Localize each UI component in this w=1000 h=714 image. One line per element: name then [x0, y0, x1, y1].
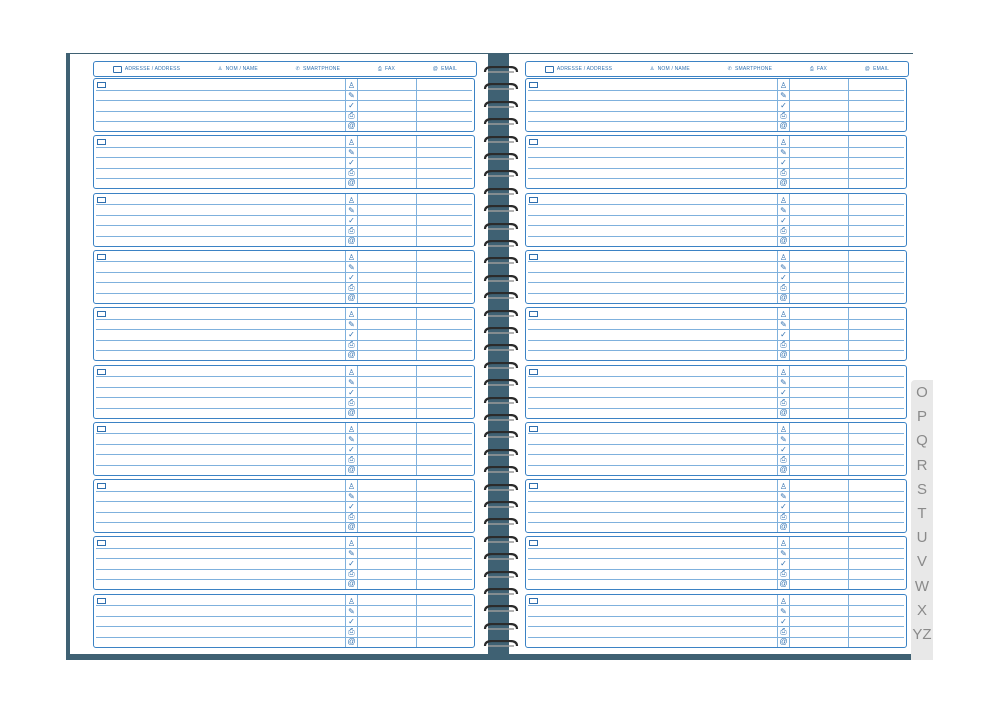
fax-icon: ⎙: [348, 111, 355, 120]
fax-icon: ⎙: [348, 397, 355, 407]
column-divider: [848, 79, 849, 131]
at-icon: @: [864, 66, 871, 72]
entry-icon-column: [778, 597, 789, 647]
contact-entry: [93, 479, 475, 533]
header-email: @ EMAIL: [864, 66, 890, 72]
spiral-coil: [482, 153, 520, 162]
pen-icon: ✎: [780, 262, 787, 272]
envelope-icon: [97, 254, 106, 260]
check-icon: ✓: [348, 502, 355, 512]
envelope-icon: [529, 483, 538, 489]
check-icon: ✓: [780, 444, 787, 454]
column-divider: [416, 366, 417, 418]
pen-icon: ✎: [348, 434, 355, 444]
at-icon: @: [347, 121, 356, 130]
spiral-coil: [482, 310, 520, 319]
left-page-header: [93, 61, 477, 77]
person-icon: ♙: [649, 66, 655, 72]
contact-entry: [525, 307, 907, 361]
spiral-coil: [482, 188, 520, 197]
spiral-coil: [482, 379, 520, 388]
fax-icon: ⎙: [348, 168, 355, 178]
spiral-coil: [482, 501, 520, 510]
spiral-coil: [482, 466, 520, 475]
person-icon: ♙: [779, 310, 788, 320]
column-divider: [789, 136, 790, 188]
contact-entry: [93, 250, 475, 304]
spiral-coil: [482, 518, 520, 527]
column-divider: [357, 251, 358, 303]
at-icon: @: [779, 464, 788, 474]
at-icon: @: [347, 522, 356, 532]
fax-icon: ⎙: [780, 397, 787, 407]
column-divider: [357, 308, 358, 360]
entry-icon-column: [346, 310, 357, 360]
entry-icon-column: [778, 138, 789, 188]
spiral-coil: [482, 83, 520, 92]
column-divider: [789, 595, 790, 647]
entry-icon-column: [346, 196, 357, 246]
check-icon: ✓: [780, 387, 787, 397]
column-divider: [357, 480, 358, 532]
pen-icon: ✎: [780, 205, 787, 215]
pen-icon: ✎: [348, 492, 355, 502]
person-icon: ♙: [347, 310, 356, 320]
fax-icon: ⎙: [809, 66, 815, 72]
person-icon: ♙: [779, 367, 788, 377]
check-icon: ✓: [780, 272, 787, 282]
contact-entry: [525, 536, 907, 590]
pen-icon: ✎: [348, 377, 355, 387]
check-icon: ✓: [780, 158, 787, 168]
pen-icon: ✎: [348, 262, 355, 272]
person-icon: ♙: [347, 367, 356, 377]
column-divider: [357, 595, 358, 647]
entry-icon-column: [346, 253, 357, 303]
pen-icon: ✎: [780, 377, 787, 387]
at-icon: @: [779, 178, 788, 188]
tab-letter-v[interactable]: V: [916, 553, 927, 571]
envelope-icon: [97, 197, 106, 203]
envelope-icon: [97, 139, 106, 145]
column-divider: [848, 308, 849, 360]
spiral-coil: [482, 484, 520, 493]
header-address: ADRESSE / ADDRESS: [545, 66, 612, 73]
spiral-coil: [482, 414, 520, 423]
entry-icon-column: [346, 368, 357, 418]
pen-icon: ✎: [780, 492, 787, 502]
person-icon: ♙: [347, 482, 356, 492]
pen-icon: ✎: [348, 205, 355, 215]
person-icon: ♙: [779, 596, 788, 606]
phone-icon: ✆: [727, 66, 732, 72]
tab-letter-t[interactable]: T: [917, 505, 927, 522]
pen-icon: ✎: [780, 606, 787, 616]
spiral-coil: [482, 571, 520, 580]
entry-icon-column: [346, 539, 357, 589]
envelope-icon: [97, 311, 106, 317]
pen-icon: ✎: [348, 606, 355, 616]
pen-icon: ✎: [348, 549, 355, 559]
check-icon: ✓: [348, 215, 355, 225]
column-divider: [789, 308, 790, 360]
header-email: @ EMAIL: [432, 66, 458, 72]
fax-icon: ⎙: [780, 282, 787, 292]
fax-icon: ⎙: [780, 626, 787, 636]
column-divider: [789, 537, 790, 589]
spiral-coil: [482, 362, 520, 371]
fax-icon: ⎙: [780, 512, 787, 522]
entry-icon-column: [778, 482, 789, 532]
spiral-coil: [482, 292, 520, 301]
tab-letter-yz[interactable]: YZ: [912, 626, 932, 643]
contact-entry: [525, 365, 907, 419]
contact-entry: [93, 193, 475, 247]
fax-icon: ⎙: [348, 626, 355, 636]
at-icon: @: [779, 350, 788, 360]
entry-icon-column: [346, 138, 357, 188]
phone-icon: ✆: [295, 66, 300, 72]
contact-entry: [525, 422, 907, 476]
envelope-icon: [97, 598, 106, 604]
check-icon: ✓: [780, 559, 787, 569]
fax-icon: ⎙: [780, 225, 787, 235]
pen-icon: ✎: [780, 549, 787, 559]
pen-icon: ✎: [348, 320, 355, 330]
column-divider: [416, 136, 417, 188]
spiral-coil: [482, 397, 520, 406]
person-icon: ♙: [347, 424, 356, 434]
right-page-header: [525, 61, 909, 77]
entry-icon-column: [778, 81, 789, 131]
spiral-coil: [482, 553, 520, 562]
entry-icon-column: [346, 81, 357, 131]
envelope-icon: [97, 483, 106, 489]
check-icon: ✓: [780, 502, 787, 512]
entry-icon-column: [778, 425, 789, 475]
column-divider: [789, 480, 790, 532]
contact-entry: [525, 594, 907, 648]
at-icon: @: [347, 235, 356, 245]
spiral-coil: [482, 223, 520, 232]
spiral-coil: [482, 623, 520, 632]
at-icon: @: [347, 579, 356, 589]
fax-icon: ⎙: [348, 282, 355, 292]
envelope-icon: [97, 540, 106, 546]
envelope-icon: [529, 82, 538, 88]
spiral-coil: [482, 240, 520, 249]
at-icon: @: [347, 178, 356, 188]
envelope-icon: [529, 254, 538, 260]
check-icon: ✓: [780, 330, 787, 340]
column-divider: [416, 423, 417, 475]
spiral-coil: [482, 588, 520, 597]
person-icon: ♙: [779, 539, 788, 549]
person-icon: ♙: [779, 138, 788, 148]
at-icon: @: [779, 235, 788, 245]
at-icon: @: [779, 121, 788, 130]
spiral-coil: [482, 275, 520, 284]
column-divider: [848, 537, 849, 589]
fax-icon: ⎙: [780, 340, 787, 350]
person-icon: ♙: [347, 138, 356, 148]
spiral-coil: [482, 101, 520, 110]
fax-icon: ⎙: [348, 569, 355, 579]
contact-entry: [525, 479, 907, 533]
fax-icon: ⎙: [348, 340, 355, 350]
check-icon: ✓: [348, 444, 355, 454]
spiral-coil: [482, 170, 520, 179]
person-icon: ♙: [217, 66, 223, 72]
header-fax: ⎙ FAX: [377, 66, 396, 72]
spiral-coil: [482, 344, 520, 353]
column-divider: [416, 194, 417, 246]
fax-icon: ⎙: [348, 225, 355, 235]
at-icon: @: [347, 350, 356, 360]
envelope-icon: [97, 426, 106, 432]
person-icon: ♙: [779, 195, 788, 205]
at-icon: @: [347, 292, 356, 302]
entry-icon-column: [346, 482, 357, 532]
fax-icon: ⎙: [780, 569, 787, 579]
spiral-coil: [482, 66, 520, 75]
at-icon: @: [779, 407, 788, 417]
contact-entry: [93, 422, 475, 476]
envelope-icon: [529, 540, 538, 546]
column-divider: [848, 423, 849, 475]
check-icon: ✓: [348, 330, 355, 340]
header-name: ♙ NOM / NAME: [649, 66, 690, 72]
person-icon: ♙: [347, 195, 356, 205]
contact-entry: [93, 307, 475, 361]
header-smartphone: ✆ SMARTPHONE: [295, 66, 341, 72]
entry-icon-column: [778, 539, 789, 589]
column-divider: [416, 537, 417, 589]
check-icon: ✓: [780, 101, 787, 110]
check-icon: ✓: [780, 616, 787, 626]
pen-icon: ✎: [348, 148, 355, 158]
envelope-icon: [545, 66, 554, 73]
spiral-coil: [482, 257, 520, 266]
person-icon: ♙: [347, 252, 356, 262]
contact-entry: [93, 78, 475, 132]
spiral-coil: [482, 327, 520, 336]
column-divider: [848, 595, 849, 647]
envelope-icon: [97, 369, 106, 375]
column-divider: [848, 366, 849, 418]
alphabet-tabs: [911, 380, 933, 660]
contact-entry: [525, 78, 907, 132]
entry-icon-column: [778, 310, 789, 360]
contact-entry: [525, 193, 907, 247]
header-smartphone: ✆ SMARTPHONE: [727, 66, 773, 72]
at-icon: @: [347, 407, 356, 417]
spiral-coil: [482, 118, 520, 127]
column-divider: [789, 194, 790, 246]
column-divider: [416, 308, 417, 360]
at-icon: @: [779, 579, 788, 589]
fax-icon: ⎙: [348, 454, 355, 464]
person-icon: ♙: [779, 252, 788, 262]
column-divider: [848, 194, 849, 246]
tab-letter-p[interactable]: P: [916, 408, 927, 426]
fax-icon: ⎙: [377, 66, 383, 72]
spiral-coil: [482, 431, 520, 440]
tab-letter-x[interactable]: X: [916, 601, 927, 619]
column-divider: [848, 480, 849, 532]
fax-icon: ⎙: [780, 111, 787, 120]
check-icon: ✓: [348, 616, 355, 626]
contact-entry: [93, 365, 475, 419]
at-icon: @: [432, 66, 439, 72]
column-divider: [416, 79, 417, 131]
header-address: ADRESSE / ADDRESS: [113, 66, 180, 73]
column-divider: [848, 136, 849, 188]
envelope-icon: [113, 66, 122, 73]
contact-entry: [93, 536, 475, 590]
entry-icon-column: [778, 368, 789, 418]
right-page: [509, 54, 913, 654]
entry-icon-column: [346, 425, 357, 475]
column-divider: [789, 251, 790, 303]
check-icon: ✓: [348, 387, 355, 397]
person-icon: ♙: [779, 81, 788, 90]
spiral-coil: [482, 449, 520, 458]
check-icon: ✓: [348, 272, 355, 282]
at-icon: @: [779, 522, 788, 532]
envelope-icon: [529, 139, 538, 145]
envelope-icon: [97, 82, 106, 88]
column-divider: [789, 423, 790, 475]
tab-letter-u[interactable]: U: [916, 529, 928, 547]
column-divider: [416, 595, 417, 647]
pen-icon: ✎: [780, 320, 787, 330]
column-divider: [416, 480, 417, 532]
envelope-icon: [529, 598, 538, 604]
fax-icon: ⎙: [780, 454, 787, 464]
column-divider: [357, 79, 358, 131]
at-icon: @: [347, 636, 356, 646]
envelope-icon: [529, 426, 538, 432]
column-divider: [357, 194, 358, 246]
tab-letter-q[interactable]: Q: [916, 432, 928, 450]
spiral-coil: [482, 536, 520, 545]
at-icon: @: [779, 636, 788, 646]
contact-entry: [525, 250, 907, 304]
column-divider: [789, 366, 790, 418]
tab-letter-o[interactable]: O: [916, 384, 928, 401]
person-icon: ♙: [347, 81, 356, 90]
person-icon: ♙: [779, 424, 788, 434]
pen-icon: ✎: [780, 148, 787, 158]
contact-entry: [93, 594, 475, 648]
column-divider: [357, 366, 358, 418]
column-divider: [848, 251, 849, 303]
contact-entry: [525, 135, 907, 189]
check-icon: ✓: [348, 101, 355, 110]
entry-icon-column: [778, 196, 789, 246]
column-divider: [357, 423, 358, 475]
column-divider: [357, 537, 358, 589]
check-icon: ✓: [348, 559, 355, 569]
spiral-coil: [482, 605, 520, 614]
check-icon: ✓: [348, 158, 355, 168]
left-page: [70, 54, 488, 654]
fax-icon: ⎙: [780, 168, 787, 178]
header-fax: ⎙ FAX: [809, 66, 828, 72]
entry-icon-column: [346, 597, 357, 647]
at-icon: @: [347, 464, 356, 474]
spiral-coil: [482, 205, 520, 214]
at-icon: @: [779, 292, 788, 302]
pen-icon: ✎: [348, 91, 355, 100]
pen-icon: ✎: [780, 434, 787, 444]
envelope-icon: [529, 369, 538, 375]
person-icon: ♙: [779, 482, 788, 492]
column-divider: [416, 251, 417, 303]
check-icon: ✓: [780, 215, 787, 225]
envelope-icon: [529, 197, 538, 203]
column-divider: [357, 136, 358, 188]
person-icon: ♙: [347, 596, 356, 606]
header-name: ♙ NOM / NAME: [217, 66, 258, 72]
tab-letter-r[interactable]: R: [916, 456, 928, 474]
spiral-binding: [478, 60, 524, 660]
pen-icon: ✎: [780, 91, 787, 100]
person-icon: ♙: [347, 539, 356, 549]
fax-icon: ⎙: [348, 512, 355, 522]
contact-entry: [93, 135, 475, 189]
entry-icon-column: [778, 253, 789, 303]
spiral-coil: [482, 136, 520, 145]
tab-letter-s[interactable]: S: [916, 480, 927, 498]
tab-letter-w[interactable]: W: [914, 577, 930, 595]
column-divider: [789, 79, 790, 131]
envelope-icon: [529, 311, 538, 317]
spiral-coil: [482, 640, 520, 649]
